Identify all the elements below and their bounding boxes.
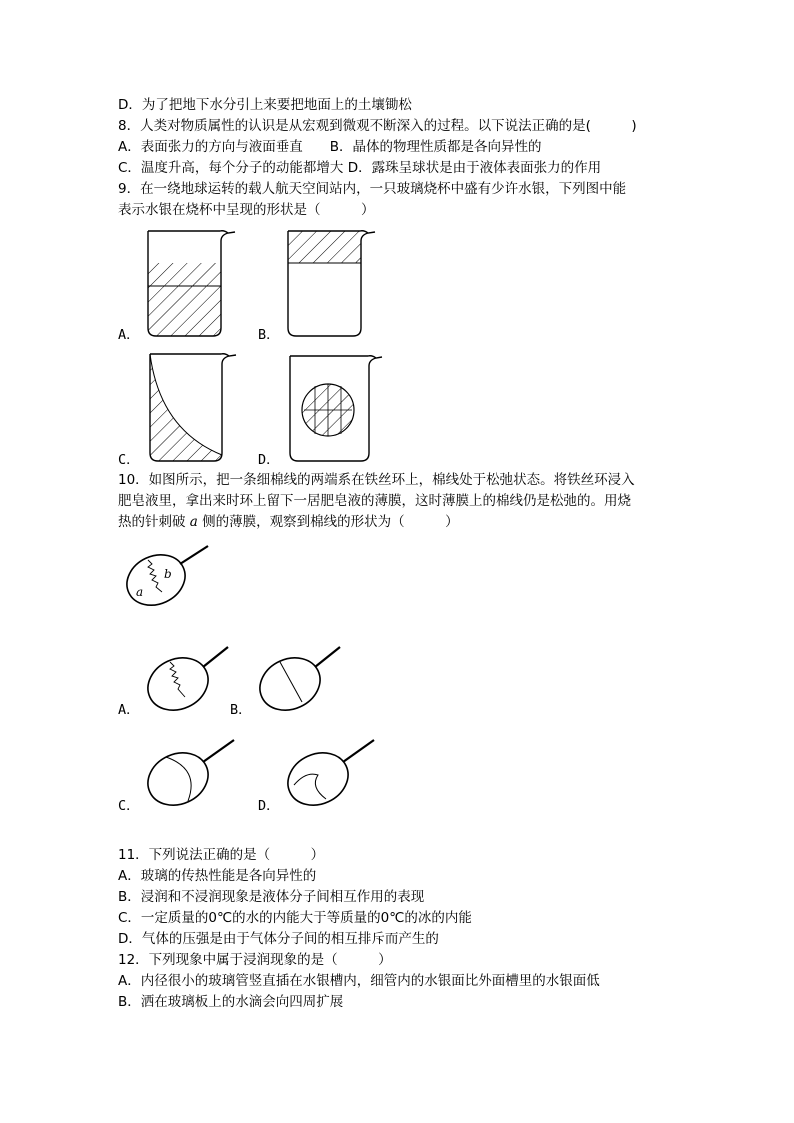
q10-stem-line3-part1: 热的针刺破	[118, 514, 186, 530]
q11-option-c: C．一定质量的0℃的水的内能大于等质量的0℃的冰的内能	[118, 910, 472, 926]
q9-figure-d	[280, 350, 390, 465]
q8-stem: 8．人类对物质属性的认识是从宏观到微观不断深入的过程。以下说法正确的是( )	[118, 118, 637, 134]
q10-figure-d	[280, 735, 380, 815]
q9-stem-line2: 表示水银在烧杯中呈现的形状是（ ）	[118, 202, 375, 218]
q8-options-ab: A．表面张力的方向与液面垂直 B．晶体的物理性质都是各向异性的	[118, 139, 542, 155]
q9-stem-line1: 9．在一绕地球运转的载人航天空间站内，一只玻璃烧杯中盛有少许水银，下列图中能	[118, 181, 627, 197]
q10-setup-label-b: b	[164, 567, 172, 581]
q10-italic-a: a	[189, 514, 198, 530]
q10-figure-b	[252, 642, 352, 722]
q10-label-a: A．	[118, 702, 140, 718]
q11-option-b: B．浸润和不浸润现象是液体分子间相互作用的表现	[118, 889, 425, 905]
q9-figure-a	[140, 225, 250, 340]
q9-label-c: C．	[118, 452, 140, 468]
q10-setup-label-a: a	[136, 585, 144, 599]
q9-label-b: B．	[258, 327, 280, 343]
q9-label-d: D．	[258, 452, 280, 468]
q10-stem-line1: 10．如图所示，把一条细棉线的两端系在铁丝环上，棉线处于松弛状态。将铁丝环浸入	[118, 472, 635, 488]
q12-stem: 12．下列现象中属于浸润现象的是（ ）	[118, 952, 392, 968]
q11-option-d: D．气体的压强是由于气体分子间的相互排斥而产生的	[118, 931, 439, 947]
q10-setup-figure	[118, 540, 218, 620]
q10-figure-a	[140, 642, 240, 722]
q11-option-a: A．玻璃的传热性能是各向异性的	[118, 868, 317, 884]
q10-stem-line2: 肥皂液里，拿出来时环上留下一居肥皂液的薄膜，这时薄膜上的棉线仍是松弛的。用烧	[118, 493, 631, 509]
q11-stem: 11．下列说法正确的是（ ）	[118, 847, 325, 863]
q10-figure-c	[140, 735, 240, 815]
q10-stem-line3-part2: 侧的薄膜，观察到棉线的形状为（ ）	[202, 514, 459, 530]
q9-figure-b	[280, 225, 390, 340]
q10-label-d: D．	[258, 798, 280, 814]
q12-option-a: A．内径很小的玻璃管竖直插在水银槽内，细管内的水银面比外面槽里的水银面低	[118, 973, 600, 989]
q9-figure-c	[142, 350, 252, 465]
q10-label-c: C．	[118, 798, 140, 814]
q9-label-a: A．	[118, 327, 140, 343]
q10-stem-line3	[118, 512, 459, 532]
q12-option-b: B．洒在玻璃板上的水滴会向四周扩展	[118, 994, 344, 1010]
q8-options-cd: C．温度升高，每个分子的动能都增大 D．露珠呈球状是由于液体表面张力的作用	[118, 160, 602, 176]
q10-label-b: B．	[230, 702, 252, 718]
q7-option-d: D．为了把地下水分引上来要把地面上的土壤锄松	[118, 97, 412, 113]
